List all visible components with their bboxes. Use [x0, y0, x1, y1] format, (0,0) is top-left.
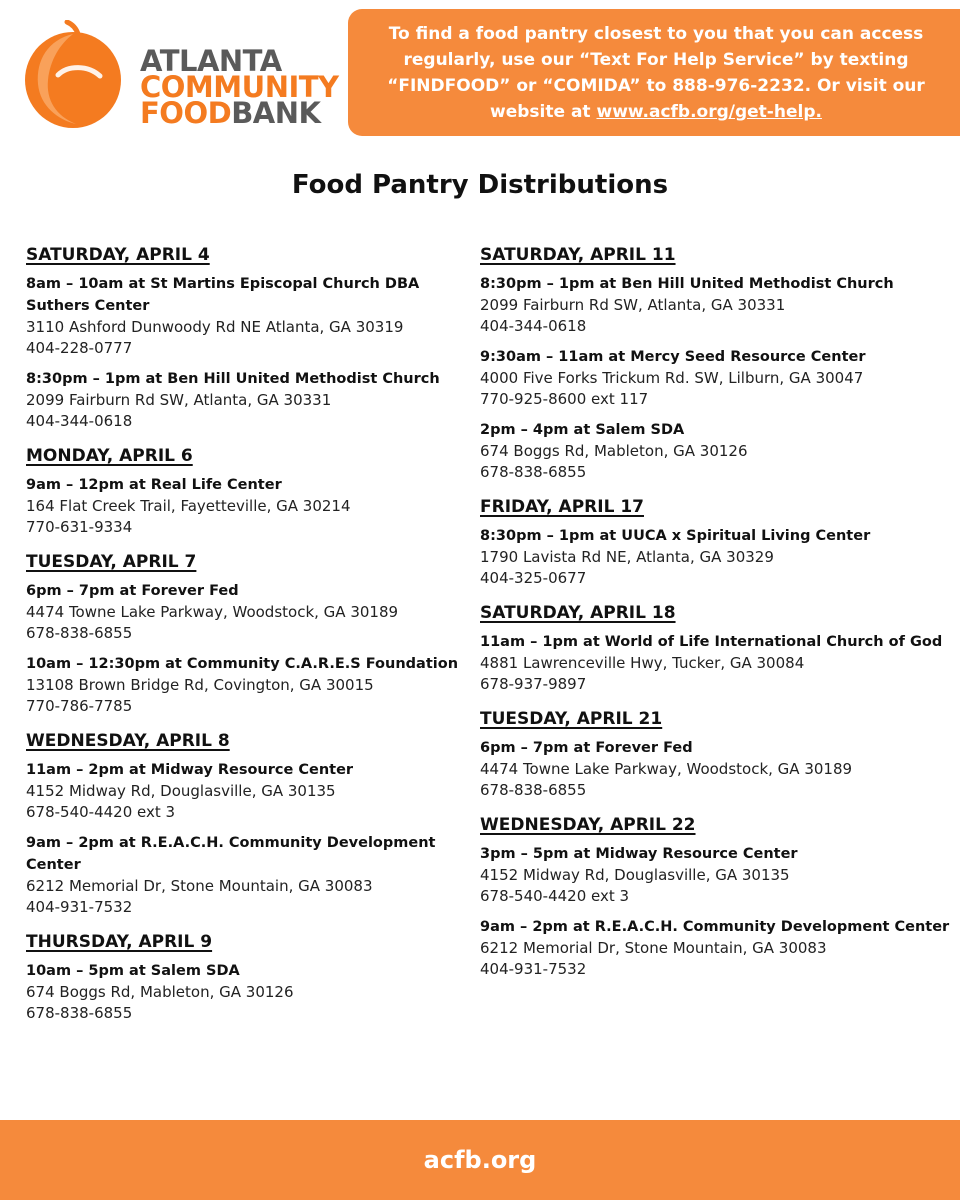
distribution-event	[26, 474, 466, 538]
distribution-event	[26, 580, 466, 644]
event-title: 2pm – 4pm at Salem SDA	[480, 422, 685, 438]
event-address: 6212 Memorial Dr, Stone Mountain, GA 30083	[480, 939, 827, 957]
day-heading: WEDNESDAY, APRIL 8	[26, 731, 230, 751]
event-address: 4881 Lawrenceville Hwy, Tucker, GA 30084	[480, 654, 805, 672]
day-heading: SATURDAY, APRIL 4	[26, 245, 210, 265]
distribution-event	[480, 419, 958, 483]
distribution-event	[480, 843, 958, 907]
day-section	[480, 709, 958, 801]
day-section	[26, 446, 466, 538]
distribution-event	[480, 631, 958, 695]
distribution-event	[26, 759, 466, 823]
schedule-left-column	[26, 245, 466, 1038]
day-heading: SATURDAY, APRIL 18	[480, 603, 676, 623]
event-title: 11am – 2pm at Midway Resource Center	[26, 762, 354, 778]
day-section	[480, 245, 958, 483]
event-title: 9am – 2pm at R.E.A.C.H. Community Development Center	[480, 919, 950, 935]
event-phone: 404-228-0777	[26, 339, 133, 357]
day-section	[480, 497, 958, 589]
distribution-event	[26, 653, 466, 717]
event-title: 3pm – 5pm at Midway Resource Center	[480, 846, 798, 862]
day-section	[26, 731, 466, 918]
event-title: 8:30pm – 1pm at Ben Hill United Methodist Church	[26, 371, 440, 387]
event-title: 6pm – 7pm at Forever Fed	[26, 583, 239, 599]
distribution-event	[480, 737, 958, 801]
event-phone: 404-931-7532	[480, 960, 587, 978]
event-title: 10am – 5pm at Salem SDA	[26, 963, 240, 979]
event-title: 8am – 10am at St Martins Episcopal Church DBA Suthers Center	[26, 276, 420, 314]
event-address: 674 Boggs Rd, Mableton, GA 30126	[480, 442, 748, 460]
event-address: 1790 Lavista Rd NE, Atlanta, GA 30329	[480, 548, 774, 566]
event-title: 9am – 12pm at Real Life Center	[26, 477, 282, 493]
day-section	[26, 245, 466, 432]
footer-banner	[0, 1120, 960, 1200]
event-phone: 678-838-6855	[480, 781, 587, 799]
distribution-event	[26, 368, 466, 432]
event-title: 9:30am – 11am at Mercy Seed Resource Center	[480, 349, 866, 365]
event-title: 11am – 1pm at World of Life International Church of God	[480, 634, 943, 650]
event-phone: 678-937-9897	[480, 675, 587, 693]
schedule-right-column	[480, 245, 958, 994]
event-phone: 678-838-6855	[26, 1004, 133, 1022]
event-phone: 770-786-7785	[26, 697, 133, 715]
page-title: Food Pantry Distributions	[291, 170, 669, 200]
event-address: 4474 Towne Lake Parkway, Woodstock, GA 30189	[26, 603, 399, 621]
event-address: 13108 Brown Bridge Rd, Covington, GA 30015	[26, 676, 374, 694]
day-heading: TUESDAY, APRIL 7	[26, 552, 197, 572]
event-phone: 678-540-4420 ext 3	[480, 887, 630, 905]
event-address: 2099 Fairburn Rd SW, Atlanta, GA 30331	[480, 296, 786, 314]
event-address: 164 Flat Creek Trail, Fayetteville, GA 30214	[26, 497, 351, 515]
day-heading: TUESDAY, APRIL 21	[480, 709, 663, 729]
event-phone: 770-925-8600 ext 117	[480, 390, 649, 408]
event-phone: 678-838-6855	[26, 624, 133, 642]
event-phone: 404-344-0618	[26, 412, 133, 430]
event-phone: 404-325-0677	[480, 569, 587, 587]
event-address: 4000 Five Forks Trickum Rd. SW, Lilburn, GA 30047	[480, 369, 864, 387]
distribution-event	[480, 916, 958, 980]
distribution-event	[26, 960, 466, 1024]
logo-word-food: FOOD	[140, 96, 232, 130]
logo-line-foodbank	[140, 96, 339, 130]
event-title: 6pm – 7pm at Forever Fed	[480, 740, 693, 756]
event-title: 8:30pm – 1pm at UUCA x Spiritual Living Center	[480, 528, 871, 544]
event-address: 4152 Midway Rd, Douglasville, GA 30135	[26, 782, 336, 800]
day-section	[480, 603, 958, 695]
day-section	[26, 552, 466, 717]
distribution-event	[480, 525, 958, 589]
distribution-event	[480, 346, 958, 410]
event-phone: 404-931-7532	[26, 898, 133, 916]
event-address: 4152 Midway Rd, Douglasville, GA 30135	[480, 866, 790, 884]
day-heading: WEDNESDAY, APRIL 22	[480, 815, 696, 835]
logo-word-bank: BANK	[231, 96, 321, 130]
day-heading: FRIDAY, APRIL 17	[480, 497, 644, 517]
distribution-event	[26, 832, 466, 918]
acfb-logo	[18, 20, 348, 130]
event-title: 8:30pm – 1pm at Ben Hill United Methodist Church	[480, 276, 894, 292]
logo-line-atlanta: ATLANTA	[140, 44, 282, 78]
help-url-link[interactable]: www.acfb.org/get-help.	[596, 102, 822, 122]
day-heading: MONDAY, APRIL 6	[26, 446, 193, 466]
event-address: 4474 Towne Lake Parkway, Woodstock, GA 30189	[480, 760, 853, 778]
day-heading: SATURDAY, APRIL 11	[480, 245, 676, 265]
event-phone: 770-631-9334	[26, 518, 133, 536]
help-text: To find a food pantry closest to you that you can access regularly, use our “Text For Help Service” by texting “FINDFOOD” or “COMIDA” to 888-976-2232. Or visit our website at	[387, 24, 925, 122]
event-phone: 678-540-4420 ext 3	[26, 803, 176, 821]
day-section	[26, 932, 466, 1024]
event-address: 3110 Ashford Dunwoody Rd NE Atlanta, GA 30319	[26, 318, 404, 336]
day-heading: THURSDAY, APRIL 9	[26, 932, 213, 952]
peach-icon	[18, 20, 133, 130]
event-address: 6212 Memorial Dr, Stone Mountain, GA 30083	[26, 877, 373, 895]
distribution-event	[480, 273, 958, 337]
event-phone: 678-838-6855	[480, 463, 587, 481]
distribution-event	[26, 273, 466, 359]
event-phone: 404-344-0618	[480, 317, 587, 335]
event-title: 9am – 2pm at R.E.A.C.H. Community Development Center	[26, 835, 436, 873]
text-for-help-banner	[348, 9, 960, 136]
event-address: 2099 Fairburn Rd SW, Atlanta, GA 30331	[26, 391, 332, 409]
day-section	[480, 815, 958, 980]
logo-line-community: COMMUNITY	[140, 70, 339, 104]
event-title: 10am – 12:30pm at Community C.A.R.E.S Foundation	[26, 656, 459, 672]
logo-wordmark	[140, 44, 339, 130]
footer-url-link[interactable]: acfb.org	[423, 1146, 537, 1174]
event-address: 674 Boggs Rd, Mableton, GA 30126	[26, 983, 294, 1001]
